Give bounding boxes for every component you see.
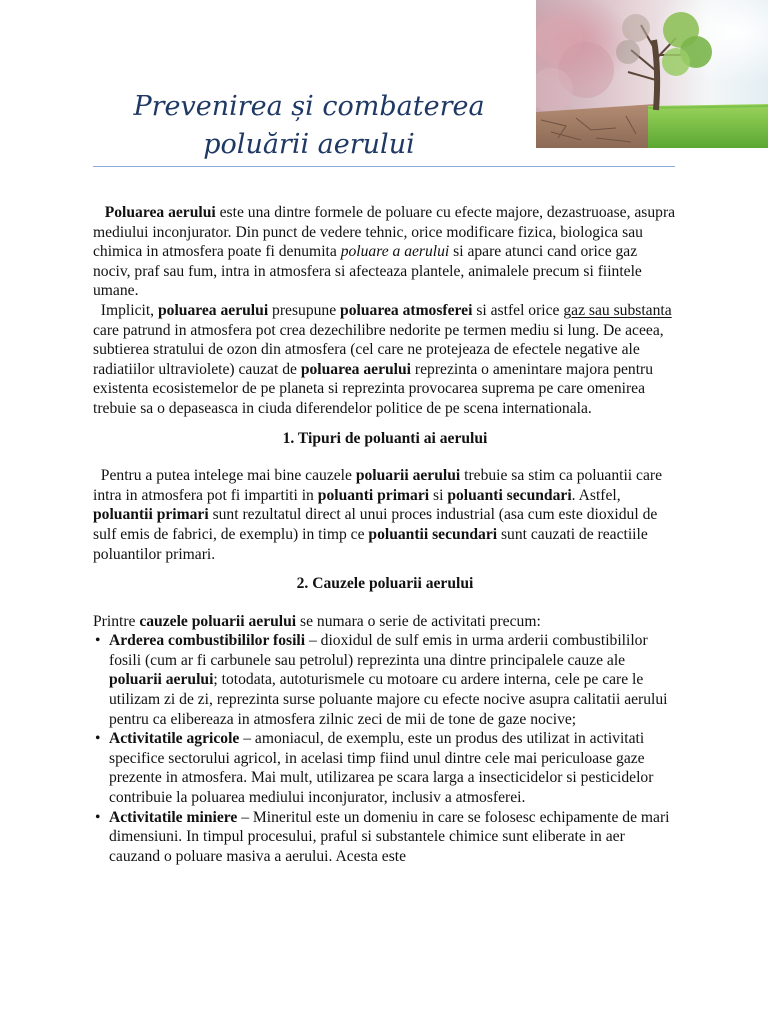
term-bold: poluarea aerului	[300, 360, 412, 378]
term-bold: poluarii aerului	[109, 671, 214, 689]
term-bold: Arderea combustibililor fosili	[109, 632, 306, 650]
term-bold: poluanti secundari	[447, 486, 572, 504]
tree-illustration	[536, 0, 768, 148]
document-title	[94, 88, 524, 164]
text-span: si	[429, 486, 448, 504]
intro-paragraph-1	[93, 203, 677, 301]
section-1-paragraph	[93, 466, 677, 564]
term-bold: Activitatile agricole	[109, 730, 240, 748]
text-span: trebuie sa stim ca poluantii care intra in atmosfera pot fi impartiti in	[93, 467, 662, 504]
term-bold: poluarea aerului	[157, 301, 269, 319]
term-bold: Poluarea aerului	[104, 204, 216, 221]
text-span: Implicit,	[100, 301, 158, 319]
term-bold: cauzele poluarii aerului	[139, 612, 297, 630]
text-span: presupune	[268, 301, 341, 319]
term-bold: Activitatile miniere	[109, 808, 238, 826]
section-2-heading: 2. Cauzele poluarii aerului	[296, 575, 474, 593]
list-item	[95, 729, 677, 807]
title-line-1: Prevenirea și combaterea	[133, 91, 485, 122]
text-span: Pentru a putea intelege mai bine cauzele	[100, 467, 356, 485]
term-bold: poluarea atmosferei	[340, 301, 473, 319]
document-body	[93, 203, 677, 866]
text-span: reprezinta o amenintare majora pentru existenta ecosistemelor de pe planeta si reprezinta provocarea suprema pe care omenirea trebuie sa o depaseasca in ciuda diferendelor politice de pe scena internationala.	[93, 360, 654, 417]
bullet-icon: •	[95, 632, 101, 650]
text-span: sunt cauzati de reactiile poluantilor primari.	[93, 525, 648, 563]
text-span: – amoniacul, de exemplu, este un produs des utilizat in activitati specifice sectorului agricol, in acelasi timp fiind unul dintre cele mai periculoase gaze prezente in atmosfera. Mai mult, utilizarea pe scara larga a insecticidelor si pesticidelor contribuie la poluarea mediului inconjurator, inclusiv a atmosferei.	[109, 730, 654, 807]
hero-image-tree-pollution	[536, 0, 768, 148]
causes-list	[93, 631, 677, 866]
term-bold: poluantii secundari	[368, 525, 498, 543]
term-italic: poluare a aerului	[340, 243, 450, 261]
section-2-intro	[93, 612, 677, 632]
text-span: si astfel orice	[472, 301, 564, 319]
list-item	[95, 808, 677, 867]
text-span: care patrund in atmosfera pot crea dezechilibre nedorite pe termen mediu si lung. De aceea, subtierea stratului de ozon din atmosfera (cel care ne protejeaza de efectele negative ale radiatiilor ultraviolete) cauzat de	[93, 321, 664, 378]
term-bold: poluanti primari	[317, 486, 430, 504]
term-bold: poluarii aerului	[355, 467, 461, 485]
text-span: ; totodata, autoturismele cu motoare cu ardere interna, cele pe care le utilizam zi de zi, reprezinta surse poluante majore cu efecte nocive asupra calitatii aerului pentru ca elibereaza in atmosfera zilnic zeci de mii de tone de gaze nocive;	[109, 671, 668, 728]
text-span: Printre	[93, 612, 140, 630]
text-span: si apare atunci cand orice gaz nociv, praf sau fum, intra in atmosfera si afecteaza plantele, animalele precum si fiintele umane.	[93, 243, 642, 300]
title-line-2: poluării aerului	[203, 129, 415, 160]
bullet-icon: •	[95, 808, 101, 826]
text-span: sunt rezultatul direct al unui proces industrial (asa cum este dioxidul de sulf emis de fabrici, de exemplu) in timp ce	[93, 506, 658, 543]
text-span: – Mineritul este un domeniu in care se folosesc echipamente de mari dimensiuni. In timpul procesului, praful si substantele chimice sunt eliberate in aer cauzand o poluare masiva a aerului. Acesta este	[109, 808, 670, 865]
section-1-heading: 1. Tipuri de poluanti ai aerului	[282, 429, 488, 447]
text-span: – dioxidul de sulf emis in urma arderii combustibililor fosili (cum ar fi carbunele sau petrolul) reprezinta una dintre principalele cauze ale	[109, 632, 648, 669]
text-span: . Astfel,	[571, 486, 621, 504]
hyperlink-gaz-sau-substanta[interactable]: gaz sau substanta	[563, 301, 672, 319]
term-bold: poluantii primari	[93, 506, 209, 524]
bullet-icon: •	[95, 730, 101, 748]
intro-paragraph-2	[93, 301, 677, 419]
text-span: este una dintre formele de poluare cu efecte majore, dezastruoase, asupra mediului inconjurator. Din punct de vedere tehnic, orice modificare fizica, biologica sau chimica in atmosfera poate fi denumita	[93, 204, 676, 261]
title-underline-divider	[93, 166, 675, 167]
list-item	[95, 631, 677, 729]
text-span: se numara o serie de activitati precum:	[296, 612, 541, 630]
